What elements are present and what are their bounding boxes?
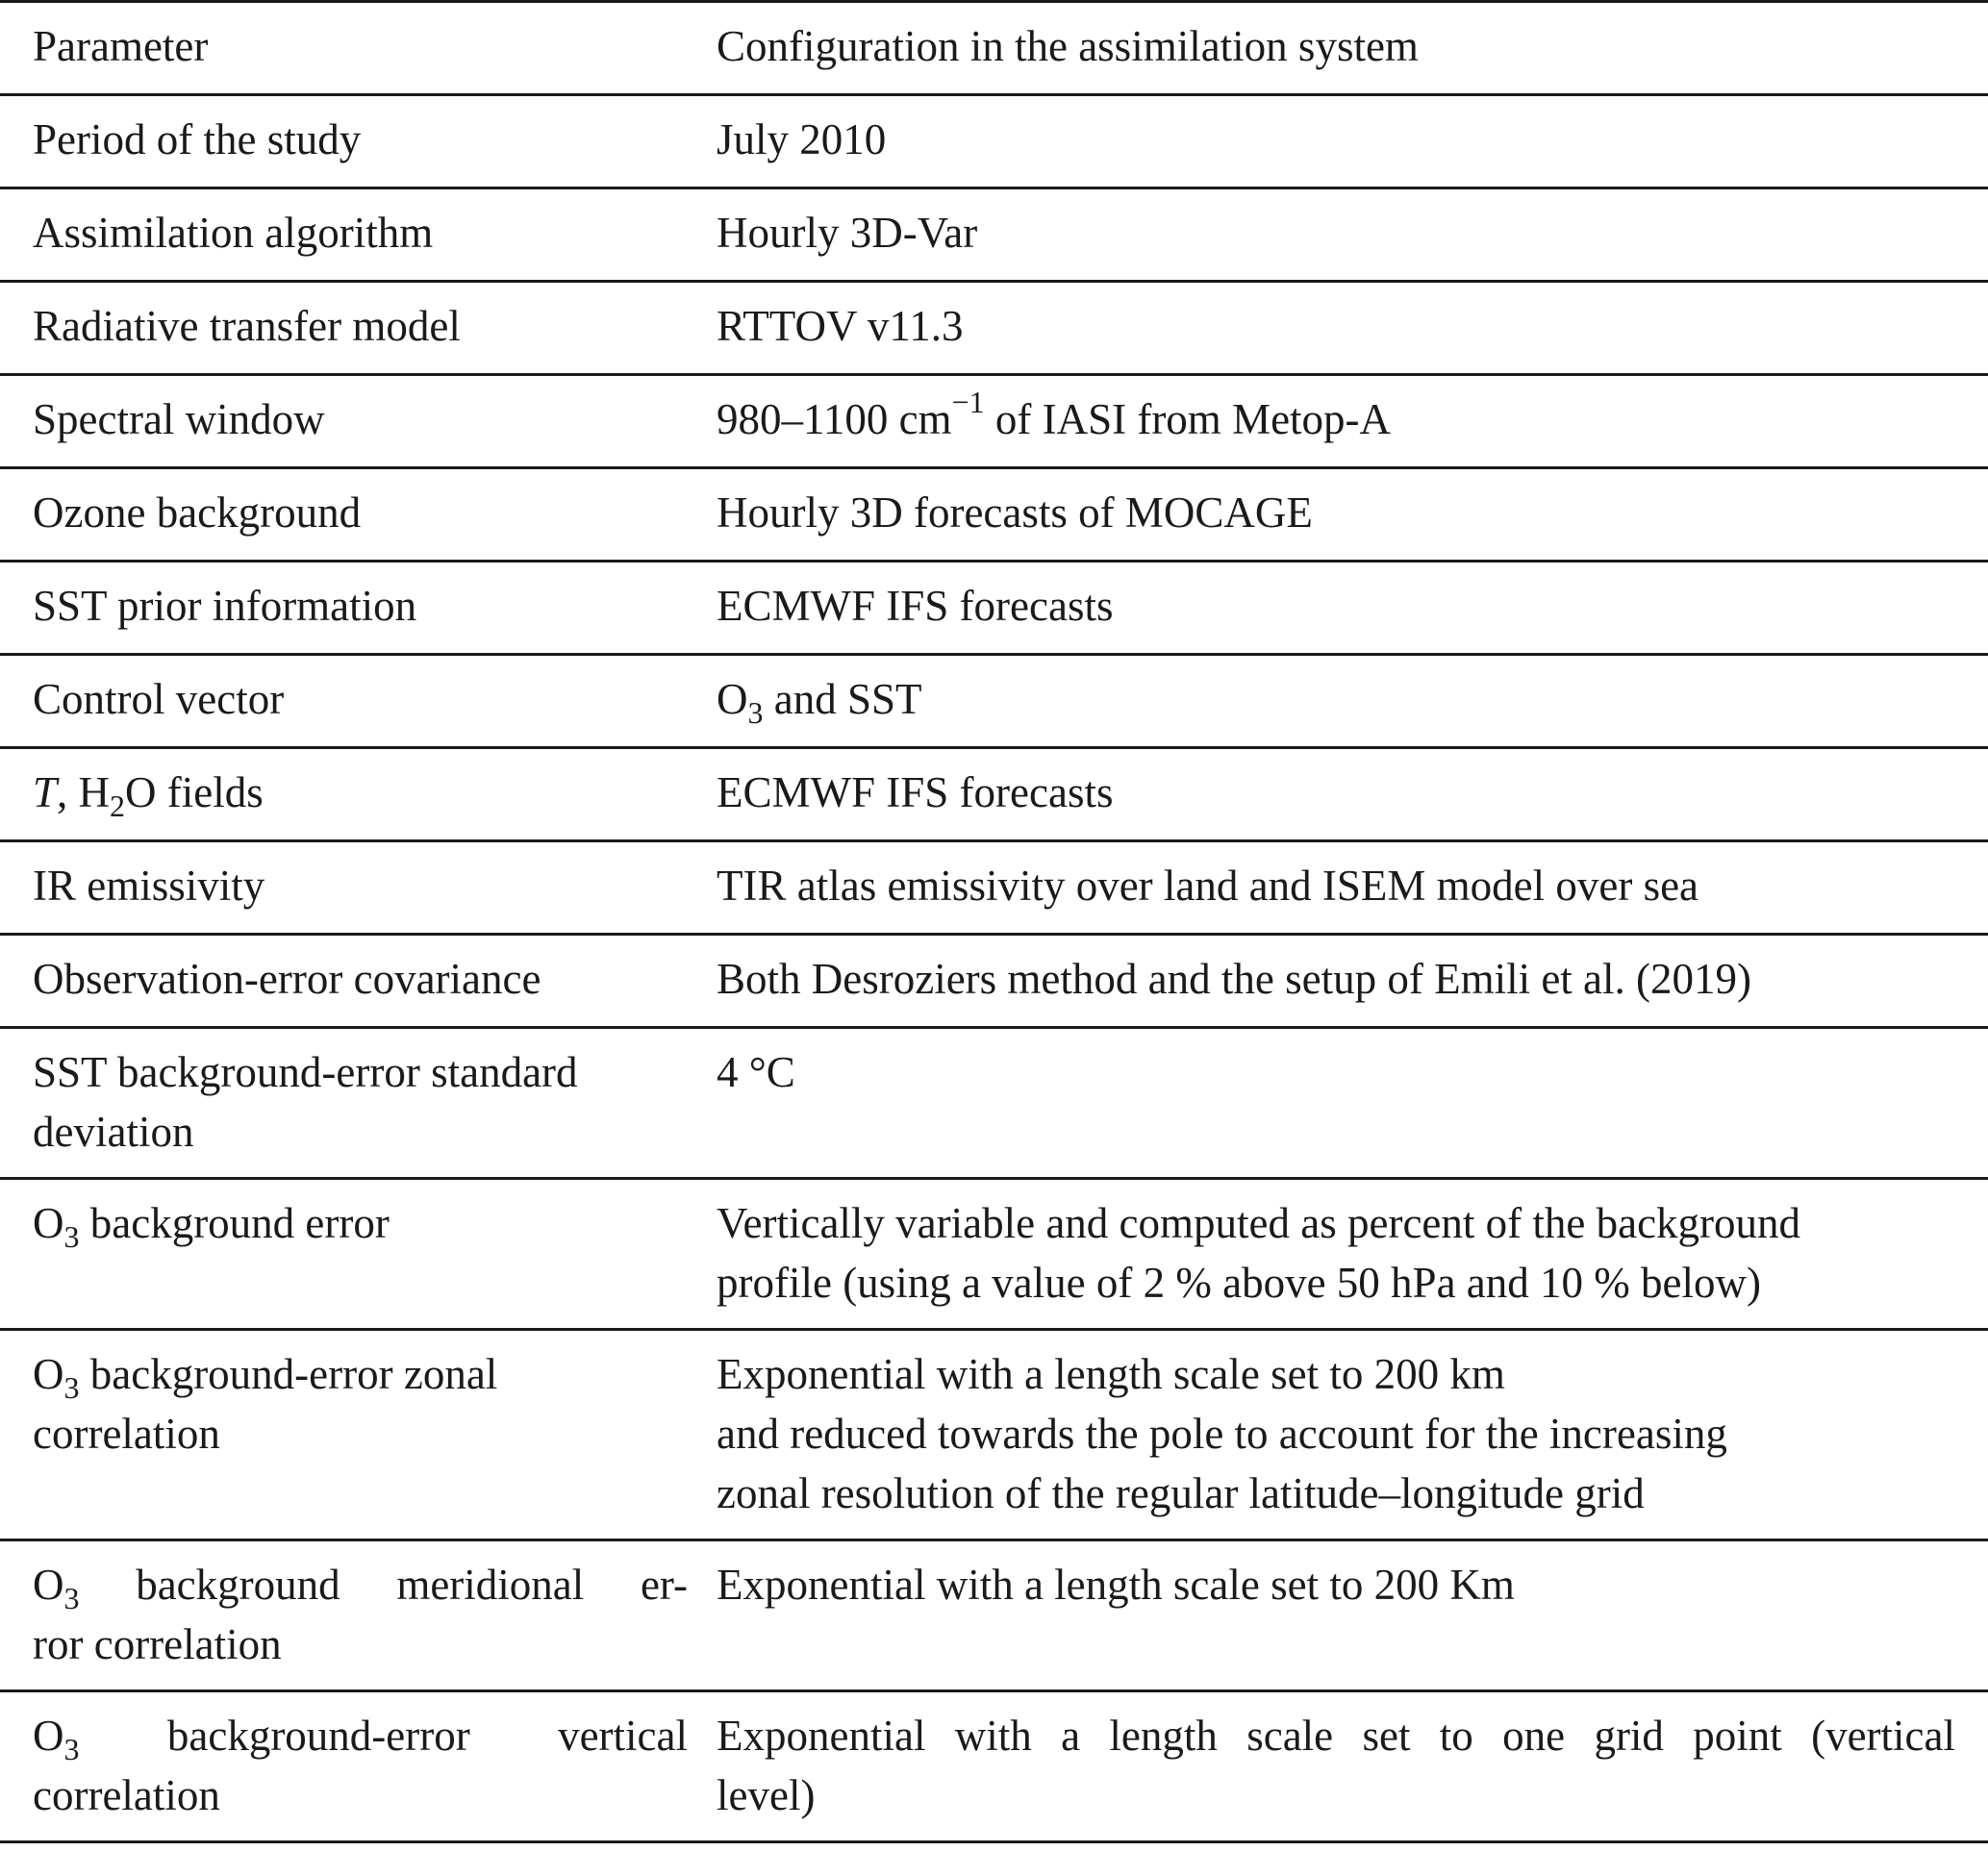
- parameter-cell: [0, 1541, 717, 1689]
- table-row: [0, 936, 1988, 1029]
- parameter-cell: Spectral window: [33, 395, 325, 443]
- parameter-cell: SST prior information: [33, 582, 417, 630]
- parameter-cell: [0, 1029, 717, 1177]
- parameter-cell: Radiative transfer model: [33, 302, 461, 350]
- param-text: O: [33, 1561, 64, 1609]
- parameter-cell: [0, 1692, 717, 1840]
- configuration-cell: [717, 1180, 1988, 1328]
- param-text: O fields: [125, 768, 264, 816]
- table-row: [0, 656, 1988, 749]
- param-line: [33, 1344, 688, 1404]
- param-subscript: 3: [63, 1370, 80, 1405]
- parameter-cell: Ozone background: [33, 488, 362, 537]
- config-line: zonal resolution of the regular latitude–longitude grid: [717, 1469, 1645, 1517]
- param-line: [33, 1555, 688, 1614]
- param-subscript: 3: [63, 1581, 80, 1615]
- config-line: Exponential with a length scale set to 200 km: [717, 1350, 1505, 1398]
- table-row: [0, 469, 1988, 563]
- parameter-cell: Control vector: [33, 675, 285, 723]
- table-row: [0, 749, 1988, 842]
- parameter-cell: [0, 749, 717, 839]
- config-text: and SST: [763, 675, 922, 723]
- configuration-cell: TIR atlas emissivity over land and ISEM model over sea: [717, 862, 1699, 910]
- config-superscript: −1: [951, 385, 985, 419]
- configuration-cell: [717, 1331, 1988, 1539]
- config-line: and reduced towards the pole to account for the increasing: [717, 1410, 1727, 1458]
- config-line: Exponential with a length scale set to one grid point (vertical: [717, 1712, 1955, 1760]
- table-row: [0, 1331, 1988, 1541]
- configuration-cell: [717, 376, 1988, 466]
- table-row: [0, 1180, 1988, 1331]
- parameter-cell: [0, 1180, 717, 1328]
- param-text: O: [33, 1350, 64, 1398]
- configuration-cell: July 2010: [717, 115, 887, 163]
- table-row: [0, 1692, 1988, 1843]
- configuration-cell: 4 °C: [717, 1048, 795, 1096]
- table-row: [0, 842, 1988, 936]
- configuration-cell: ECMWF IFS forecasts: [717, 768, 1114, 816]
- config-text: O: [717, 675, 748, 723]
- config-subscript: 3: [747, 695, 764, 730]
- configuration-cell: Both Desroziers method and the setup of Emili et al. (2019): [717, 955, 1752, 1003]
- param-text: background-error vertical: [79, 1712, 688, 1760]
- param-line: SST background-error standard: [33, 1048, 578, 1096]
- config-line: profile (using a value of 2 % above 50 hPa and 10 % below): [717, 1259, 1761, 1307]
- parameter-cell: [0, 1331, 717, 1539]
- param-text: , H: [57, 768, 111, 816]
- param-text: background-error zonal: [79, 1350, 498, 1398]
- param-line: correlation: [33, 1771, 220, 1819]
- configuration-cell: ECMWF IFS forecasts: [717, 582, 1114, 630]
- table-header-row: [0, 3, 1988, 96]
- table-row: [0, 1541, 1988, 1692]
- param-subscript: 2: [110, 788, 126, 823]
- param-text: background meridional er-: [79, 1561, 688, 1609]
- config-line: Vertically variable and computed as percent of the background: [717, 1199, 1801, 1247]
- param-subscript: 3: [63, 1732, 80, 1766]
- param-line: ror correlation: [33, 1620, 282, 1668]
- header-configuration: Configuration in the assimilation system: [717, 22, 1419, 70]
- parameter-cell: Assimilation algorithm: [33, 209, 434, 257]
- table-row: [0, 563, 1988, 656]
- configuration-cell: [717, 1692, 1988, 1840]
- table-row: [0, 96, 1988, 189]
- config-text: of IASI from Metop-A: [984, 395, 1392, 443]
- param-subscript: 3: [63, 1219, 80, 1254]
- param-line: correlation: [33, 1410, 220, 1458]
- parameter-cell: Period of the study: [33, 115, 362, 163]
- configuration-cell: Hourly 3D-Var: [717, 209, 978, 257]
- configuration-cell: Hourly 3D forecasts of MOCAGE: [717, 488, 1313, 537]
- header-parameter: Parameter: [33, 22, 209, 70]
- table-row: [0, 376, 1988, 469]
- table-row: [0, 283, 1988, 376]
- configuration-cell: [717, 656, 1988, 746]
- param-italic: T: [33, 768, 58, 816]
- table-row: [0, 189, 1988, 283]
- config-line: level): [717, 1771, 816, 1819]
- parameter-cell: IR emissivity: [33, 862, 265, 910]
- configuration-cell: Exponential with a length scale set to 200 Km: [717, 1561, 1515, 1609]
- param-line: [33, 1706, 688, 1765]
- param-text: O: [33, 1199, 64, 1247]
- parameter-cell: Observation-error covariance: [33, 955, 541, 1003]
- configuration-cell: RTTOV v11.3: [717, 302, 964, 350]
- param-text: background error: [79, 1199, 390, 1247]
- param-line: deviation: [33, 1108, 194, 1156]
- table-row: [0, 1029, 1988, 1180]
- config-text: 980–1100 cm: [717, 395, 952, 443]
- param-text: O: [33, 1712, 64, 1760]
